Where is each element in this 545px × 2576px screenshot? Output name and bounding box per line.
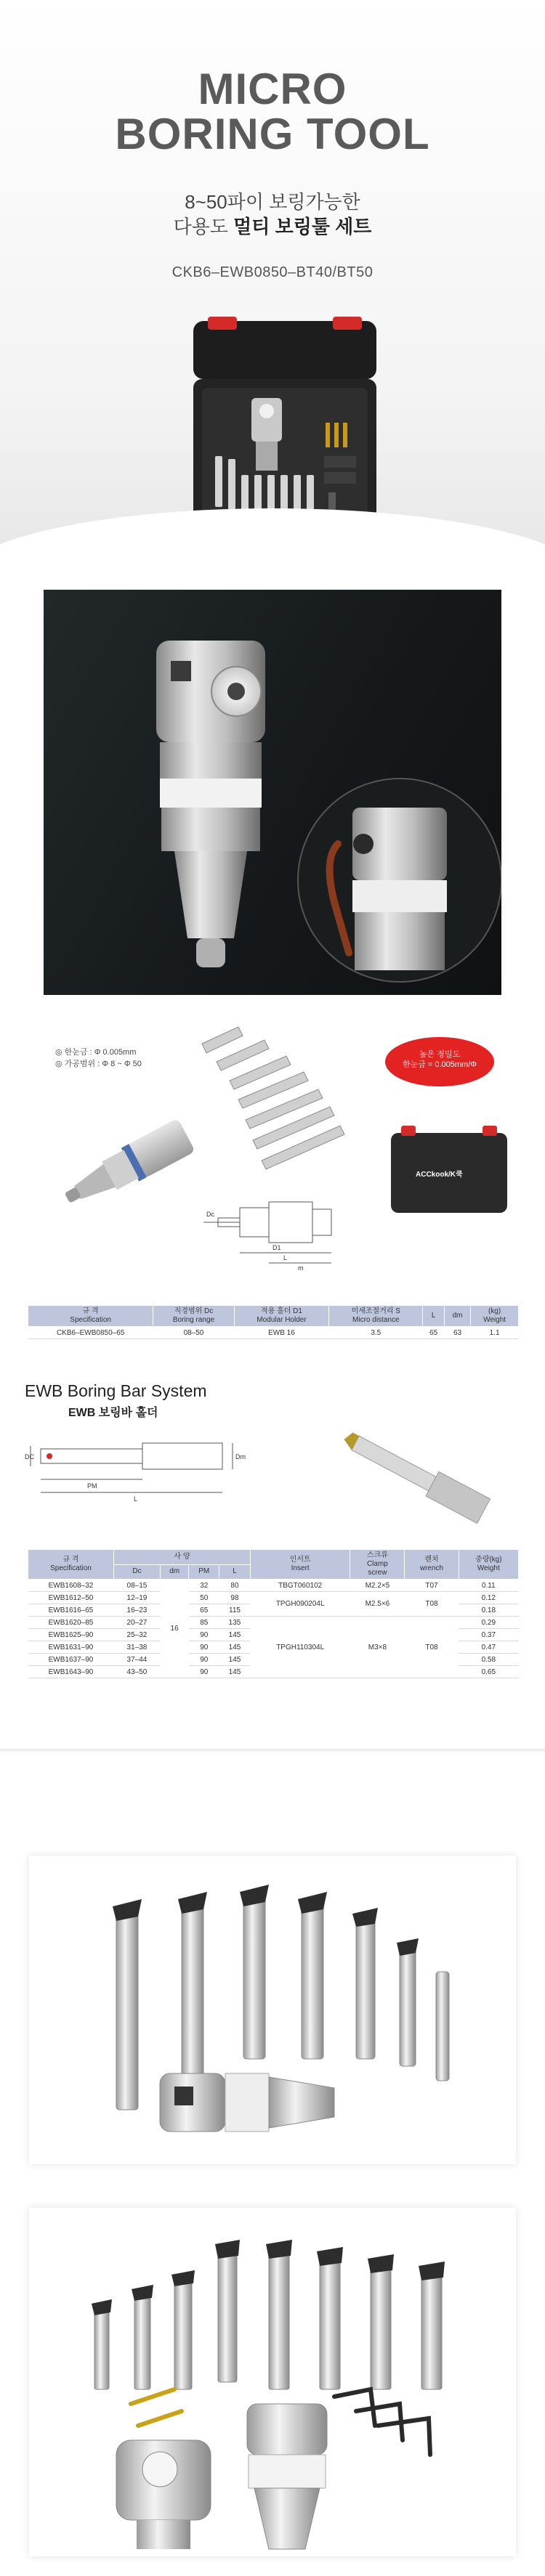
table1-cell: 65 <box>423 1327 445 1339</box>
table2-cell: 16–23 <box>114 1604 161 1617</box>
table2-cell: 0.58 <box>459 1654 518 1666</box>
badge-line-2: 한눈금 = 0.005mm/Φ <box>402 1060 477 1069</box>
full-kit-image <box>29 2208 516 2556</box>
table2-header-pm: PM <box>189 1564 219 1580</box>
dim-l: L <box>283 1254 288 1261</box>
boring-bar-drawing <box>25 1434 250 1521</box>
table2-cell: 31–38 <box>114 1641 161 1654</box>
table2-cell: 50 <box>189 1592 219 1604</box>
table2-header-screw: 스크류 Clamp screw <box>350 1550 405 1580</box>
table1-header-dm: dm <box>444 1306 470 1327</box>
hero-section <box>0 0 545 574</box>
bar-pm-label: PM <box>87 1482 97 1490</box>
case-latch-left <box>401 1126 416 1136</box>
table1-cell: 63 <box>444 1327 470 1339</box>
table2-screw-cell: M2.2×5 <box>350 1580 405 1592</box>
table1-header-micro: 미세조절거리 S Micro distance <box>329 1306 423 1327</box>
table2-cell: 0.11 <box>459 1580 518 1592</box>
table2-cell: 115 <box>219 1604 251 1617</box>
table1-header-l: L <box>423 1306 445 1327</box>
dim-d1: D1 <box>272 1244 281 1251</box>
table2-dm-cell: 16 <box>160 1580 189 1678</box>
table2-cell: 90 <box>189 1629 219 1641</box>
table2-cell: EWB1616–65 <box>28 1604 114 1617</box>
table2-header-dm: dm <box>160 1564 189 1580</box>
legend-graduation: ◎ 한눈금 : Φ 0.005mm <box>55 1048 137 1057</box>
table2-wrench-cell: T07 <box>405 1580 459 1592</box>
title-line-1: MICRO <box>198 65 347 113</box>
table2-cell: 0.29 <box>459 1617 518 1629</box>
product-closeup-photo <box>44 590 501 996</box>
table2-cell: EWB1620–85 <box>28 1617 114 1629</box>
table2-cell: 43–50 <box>114 1666 161 1678</box>
table2-cell: 32 <box>189 1580 219 1592</box>
table2-header-spec: 규 격 Specification <box>28 1550 114 1580</box>
section-divider <box>0 1749 545 1753</box>
table2-cell: 145 <box>219 1666 251 1678</box>
carry-case-image <box>391 1133 507 1213</box>
boring-bar-photo <box>326 1423 500 1525</box>
cutting-tip-icon <box>47 1453 52 1459</box>
table2-cell: 90 <box>189 1641 219 1654</box>
table2-insert-cell: TBGT060102 <box>250 1580 350 1592</box>
table2-cell: 25–32 <box>114 1629 161 1641</box>
table2-header-dc: Dc <box>114 1564 161 1580</box>
table2-header-insert: 인서트 Insert <box>250 1550 350 1580</box>
table1-header-holder: 적용 홀더 D1 Modular Holder <box>234 1306 329 1327</box>
table2-cell: 08–15 <box>114 1580 161 1592</box>
table1-header-range: 직경범위 Dc Boring range <box>153 1306 234 1327</box>
table1-cell: 08–50 <box>153 1327 234 1339</box>
badge-line-1: 높은 정밀도 <box>419 1050 461 1059</box>
table2-header-wrench: 렌치 wrench <box>405 1550 459 1580</box>
boring-head-image <box>44 590 501 996</box>
dim-m: m <box>298 1264 304 1272</box>
table2-cell: 0.12 <box>459 1592 518 1604</box>
table2-cell: 90 <box>189 1666 219 1678</box>
table1-header-weight: (kg) Weight <box>471 1306 519 1327</box>
bar-dm-label: Dm <box>235 1453 246 1460</box>
table2-cell: 0.65 <box>459 1666 518 1678</box>
subtitle-bold: 멀티 보링툴 세트 <box>233 216 372 237</box>
case-latch-right <box>483 1126 497 1136</box>
table2-cell: EWB1625–90 <box>28 1629 114 1641</box>
bars-and-head-image <box>29 1856 516 2164</box>
legend-range: ◎ 가공범위 : Φ 8 ~ Φ 50 <box>55 1060 142 1068</box>
table-row <box>28 1617 519 1629</box>
table-row <box>28 1327 519 1339</box>
table2-cell: 20–27 <box>114 1617 161 1629</box>
case-logo: ACCkook/K쿡 <box>416 1171 463 1179</box>
table2-cell: 145 <box>219 1654 251 1666</box>
table-row <box>28 1580 519 1592</box>
dimension-drawing <box>196 1195 356 1275</box>
table2-cell: EWB1643–90 <box>28 1666 114 1678</box>
hero-title <box>0 67 545 157</box>
table2-insert-cell: TPGH090204L <box>250 1592 350 1617</box>
table2-cell: 145 <box>219 1629 251 1641</box>
ewb-section-title: EWB Boring Bar System <box>25 1381 207 1400</box>
subtitle-prefix: 다용도 <box>173 216 234 237</box>
table2-cell: 85 <box>189 1617 219 1629</box>
table2-cell: 12–19 <box>114 1592 161 1604</box>
table1-header-spec: 규 격 Specification <box>28 1306 153 1327</box>
table1-cell: 1.1 <box>471 1327 519 1339</box>
table2-header-l: L <box>219 1564 251 1580</box>
table-row <box>28 1592 519 1604</box>
precision-badge <box>385 1037 494 1086</box>
table2-cell: 0.47 <box>459 1641 518 1654</box>
boring-bars-photo-1 <box>29 1856 516 2164</box>
table2-cell: EWB1612–50 <box>28 1592 114 1604</box>
table1-cell: CKB6–EWB0850–65 <box>28 1327 153 1339</box>
table2-cell: 98 <box>219 1592 251 1604</box>
table2-header-row-1 <box>28 1550 519 1565</box>
table2-cell: 0.37 <box>459 1629 518 1641</box>
table2-cell: 65 <box>189 1604 219 1617</box>
hero-subtitle-1: 8~50파이 보링가능한 <box>185 191 360 213</box>
table2-header-weight: 중량(kg) Weight <box>459 1550 518 1580</box>
table1-cell: EWB 16 <box>234 1327 329 1339</box>
table2-wrench-cell: T08 <box>405 1592 459 1617</box>
table2-cell: 145 <box>219 1641 251 1654</box>
table2-cell: 90 <box>189 1654 219 1666</box>
table2-screw-cell: M3×8 <box>350 1617 405 1678</box>
table2-cell: 37–44 <box>114 1654 161 1666</box>
hero-subtitle-2 <box>0 212 545 239</box>
title-line-2: BORING TOOL <box>115 110 430 158</box>
table2-cell: 80 <box>219 1580 251 1592</box>
ewb-section-subtitle: EWB 보링바 홀더 <box>68 1407 158 1419</box>
table2-screw-cell: M2.5×6 <box>350 1592 405 1617</box>
table2-cell: EWB1631–90 <box>28 1641 114 1654</box>
table1-header-row <box>28 1306 519 1327</box>
boring-bars-image <box>195 1011 376 1185</box>
table2-insert-cell: TPGH110304L <box>250 1617 350 1678</box>
table2-cell: 135 <box>219 1617 251 1629</box>
dim-dc: Dc <box>206 1211 214 1218</box>
table2-wrench-cell: T08 <box>405 1617 459 1678</box>
table2-header-group: 사 양 <box>114 1550 251 1565</box>
boring-head-angled-image <box>55 1097 215 1227</box>
spec-table-2 <box>28 1549 519 1678</box>
spec-table-1 <box>28 1305 519 1339</box>
table1-cell: 3.5 <box>329 1327 423 1339</box>
bar-dc-label: DC <box>25 1453 34 1460</box>
hero-curve-divider <box>0 508 545 574</box>
table2-cell: EWB1637–90 <box>28 1654 114 1666</box>
boring-kit-photo-2 <box>29 2208 516 2556</box>
bar-l-label: L <box>134 1495 138 1503</box>
table2-cell: 0.18 <box>459 1604 518 1617</box>
model-number: CKB6–EWB0850–BT40/BT50 <box>171 264 374 280</box>
table2-cell: EWB1608–32 <box>28 1580 114 1592</box>
